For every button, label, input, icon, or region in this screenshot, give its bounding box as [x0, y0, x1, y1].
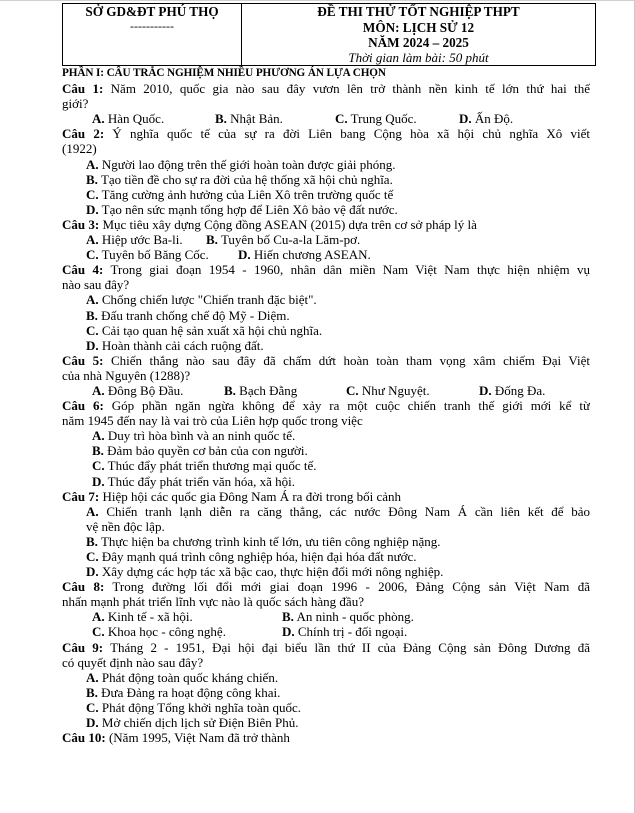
option-a[interactable]: A. Hàn Quốc. — [92, 111, 165, 127]
question-3-option-c[interactable]: C. Tuyên bố Băng Cốc. — [86, 247, 209, 263]
question-5-text-cont: của nhà Nguyên (1288)? — [62, 367, 191, 383]
question-7: Câu 7: Hiệp hội các quốc gia Đông Nam Á ra đời trong bối cảnh — [62, 488, 402, 504]
question-8-option-d[interactable]: D. Chính trị - đối ngoại. — [282, 624, 408, 640]
question-9-option-c[interactable]: C. Phát động Tổng khởi nghĩa toàn quốc. — [86, 699, 301, 715]
question-8-text-cont: nhấn mạnh phát triển lĩnh vực nào là quốc sách hàng đầu? — [62, 594, 364, 610]
question-2-option-d[interactable]: D. Tạo nên sức mạnh tổng hợp để Liên Xô bảo vệ đất nước. — [86, 201, 398, 217]
question-4-option-c[interactable]: C. Cải tạo quan hệ sản xuất xã hội chủ nghĩa. — [86, 322, 323, 338]
department-rule: ----------- — [130, 18, 174, 33]
question-5-options — [62, 383, 590, 398]
question-3-option-a[interactable]: A. Hiệp ước Ba-li. — [86, 232, 183, 248]
question-3: Câu 3: Mục tiêu xây dựng Cộng đồng ASEAN (2015) dựa trên cơ sở pháp lý là — [62, 216, 477, 232]
question-6-option-b[interactable]: B. Đảm bảo quyền cơ bản của con người. — [92, 443, 308, 459]
question-1-label: Câu 1: — [62, 81, 104, 97]
question-5-option-a[interactable]: A. Đông Bộ Đầu. — [92, 382, 184, 398]
question-9-text-cont: có quyết định nào sau đây? — [62, 654, 204, 670]
exam-content — [62, 66, 590, 745]
exam-subject: MÔN: LỊCH SỬ 12 — [362, 19, 475, 35]
question-8-options-cd — [62, 624, 590, 639]
question-5-option-b[interactable]: B. Bạch Đằng — [224, 382, 298, 398]
question-4-option-d[interactable]: D. Hoàn thành cải cách ruộng đất. — [86, 337, 264, 353]
question-4-option-b[interactable]: B. Đấu tranh chống chế độ Mỹ - Diệm. — [86, 307, 290, 323]
question-8-option-c[interactable]: C. Khoa học - công nghệ. — [92, 624, 226, 640]
question-9-option-a[interactable]: A. Phát động toàn quốc kháng chiến. — [86, 669, 279, 685]
question-5: Câu 5: Chiến thắng nào sau đây đã chấm dứt hoàn toàn tham vọng xâm chiếm Đại Việt — [62, 352, 590, 368]
question-4: Câu 4: Trong giai đoạn 1954 - 1960, nhân dân miền Nam Việt Nam thực hiện nhiệm vụ — [62, 262, 590, 278]
question-8-options-ab — [62, 609, 590, 624]
exam-title: ĐỀ THI THỬ TỐT NGHIỆP THPT — [317, 4, 520, 19]
question-6-text-cont: năm 1945 đến nay là vai trò của Liên hợp quốc trong việc — [62, 413, 363, 429]
option-d[interactable]: D. Ấn Độ. — [459, 111, 514, 127]
question-7-option-a[interactable]: A. Chiến tranh lạnh diễn ra căng thẳng, các nước Đông Nam Á cần liên kết để bảo — [86, 503, 590, 519]
question-10: Câu 10: (Năm 1995, Việt Nam đã trở thành — [62, 730, 290, 746]
question-8-option-a[interactable]: A. Kinh tế - xã hội. — [92, 609, 193, 625]
question-3-option-d[interactable]: D. Hiến chương ASEAN. — [238, 247, 371, 263]
question-3-options-ab — [62, 232, 590, 247]
question-2-text-cont: (1922) — [62, 141, 97, 157]
question-1-text-cont: giới? — [62, 96, 89, 112]
question-4-option-a[interactable]: A. Chống chiến lược "Chiến tranh đặc biệt". — [86, 292, 317, 308]
question-2-option-b[interactable]: B. Tạo tiền đề cho sự ra đời của hệ thống xã hội chủ nghĩa. — [86, 171, 393, 187]
option-b[interactable]: B. Nhật Bản. — [215, 111, 283, 127]
question-6-option-d[interactable]: D. Thúc đẩy phát triển văn hóa, xã hội. — [92, 473, 296, 489]
question-1-text: Năm 2010, quốc gia nào sau đây vươn lên trở thành nền kinh tế lớn thứ hai thế — [110, 81, 590, 97]
question-2: Câu 2: Ý nghĩa quốc tế của sự ra đời Liên bang Cộng hòa xã hội chủ nghĩa Xô viết — [62, 126, 590, 142]
option-c[interactable]: C. Trung Quốc. — [335, 111, 417, 127]
header-left-cell — [63, 4, 242, 66]
exam-year: NĂM 2024 – 2025 — [368, 35, 469, 50]
question-7-option-d[interactable]: D. Xây dựng các hợp tác xã bậc cao, thực hiện đổi mới nông nghiệp. — [86, 564, 444, 580]
question-1 — [62, 81, 590, 96]
page-top-edge — [0, 0, 635, 1]
department-name: SỞ GD&ĐT PHÚ THỌ — [85, 4, 219, 19]
question-7-option-c[interactable]: C. Đây mạnh quá trình công nghiệp hóa, hiện đại hóa đất nước. — [86, 549, 417, 564]
question-8: Câu 8: Trong đường lối đổi mới giai đoạn 1996 - 2006, Đảng Cộng sản Việt Nam đã — [62, 579, 590, 595]
question-2-option-a[interactable]: A. Người lao động trên thế giới hoàn toàn được giải phóng. — [86, 156, 396, 172]
question-6-option-c[interactable]: C. Thúc đẩy phát triển thương mại quốc tế. — [92, 458, 317, 474]
question-5-option-d[interactable]: D. Đống Đa. — [479, 382, 546, 398]
question-3-option-b[interactable]: B. Tuyên bố Cu-a-la Lăm-pơ. — [206, 232, 361, 248]
question-2-option-c[interactable]: C. Tăng cường ảnh hưởng của Liên Xô trên trường quốc tế — [86, 186, 394, 202]
question-6-option-a[interactable]: A. Duy trì hòa bình và an ninh quốc tế. — [92, 428, 296, 444]
header-right-cell — [242, 4, 596, 66]
question-1-options — [62, 111, 590, 126]
exam-duration: Thời gian làm bài: 50 phút — [348, 49, 489, 65]
question-8-option-b[interactable]: B. An ninh - quốc phòng. — [282, 609, 414, 625]
question-6: Câu 6: Góp phần ngăn ngừa không để xảy ra một cuộc chiến tranh thế giới mới kể từ — [62, 398, 590, 414]
question-9-option-d[interactable]: D. Mở chiến dịch lịch sử Điện Biên Phủ. — [86, 715, 299, 731]
question-7-option-a-cont: vệ nền độc lập. — [86, 518, 165, 534]
section-heading: PHẦN I: CÂU TRẮC NGHIỆM NHIỀU PHƯƠNG ÁN LỰA CHỌN — [62, 67, 386, 79]
question-5-option-c[interactable]: C. Như Nguyệt. — [346, 382, 430, 398]
exam-header — [62, 3, 596, 66]
question-3-options-cd — [62, 247, 590, 262]
question-7-option-b[interactable]: B. Thực hiện ba chương trình kinh tế lớn, ưu tiên công nghiệp nặng. — [86, 533, 441, 549]
question-9: Câu 9: Tháng 2 - 1951, Đại hội đại biểu lần thứ II của Đảng Cộng sản Đông Dương đã — [62, 639, 590, 655]
question-9-option-b[interactable]: B. Đưa Đảng ra hoạt động công khai. — [86, 684, 281, 700]
question-4-text-cont: nào sau đây? — [62, 277, 130, 293]
